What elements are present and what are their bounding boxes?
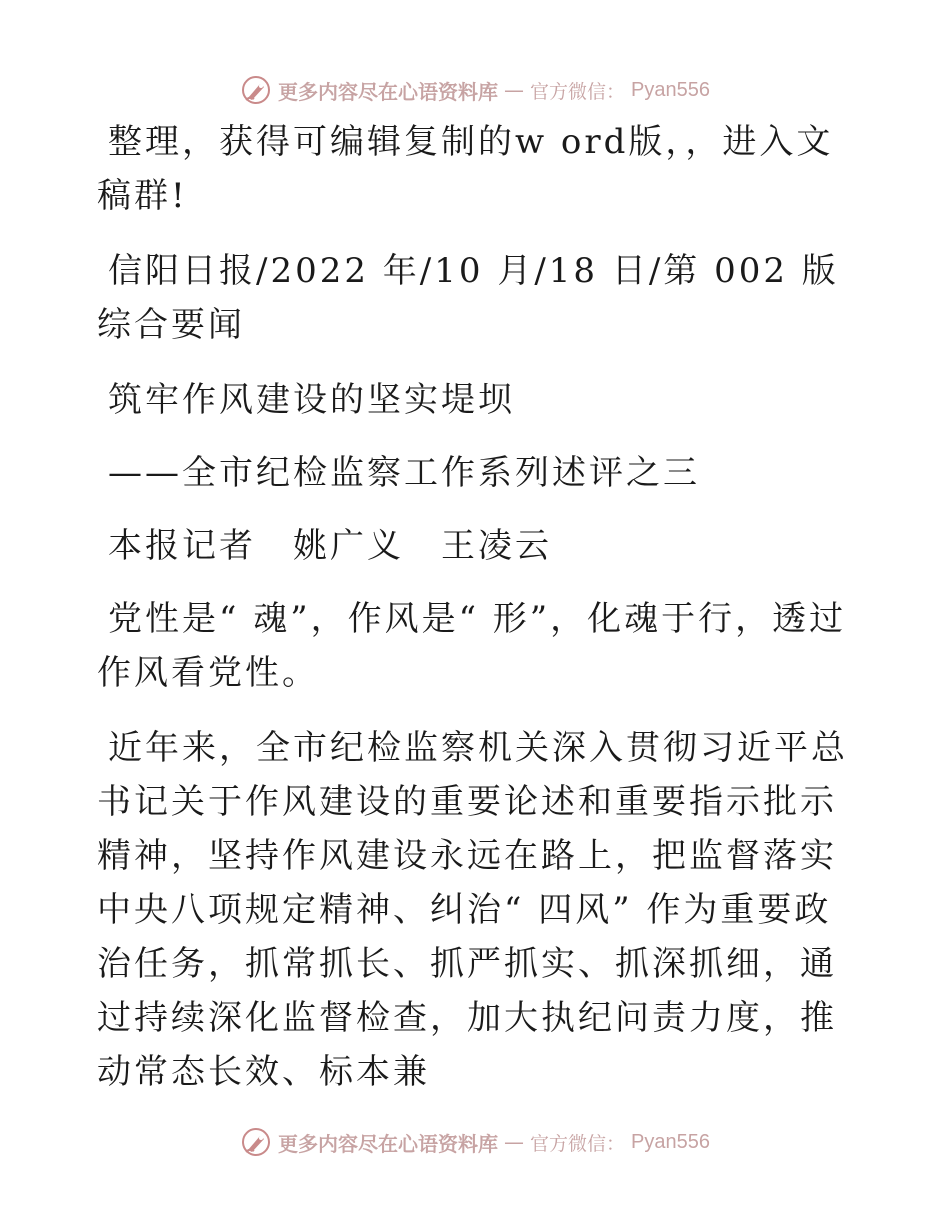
watermark-separator: — — [504, 1130, 524, 1154]
source-line: 信阳日报/2022 年/10 月/18 日/第 002 版综合要闻 — [97, 251, 839, 345]
watermark-label: 官方微信： — [530, 1132, 626, 1155]
intro-paragraph: 整理，获得可编辑复制的w ord版，，进入文稿群! — [97, 122, 834, 216]
document-body — [97, 115, 857, 1120]
footer-watermark — [0, 1122, 950, 1162]
article-title: 筑牢作风建设的坚实堤坝 — [108, 380, 515, 420]
body-paragraph: 近年来，全市纪检监察机关深入贯彻习近平总书记关于作风建设的重要论述和重要指示批示精神，坚持作风建设永远在路上，把监督落实中央八项规定精神、纠治“ 四风” 作为重要政治任务，抓常抓长、抓严抓实、抓深抓细，通过持续深化监督检查，加大执纪问责力度，推动常态长效、标本兼 — [97, 728, 848, 1092]
byline: 本报记者 姚广义 王凌云 — [108, 526, 552, 566]
watermark-text: 更多内容尽在心语资料库 — [278, 79, 498, 104]
watermark-separator: — — [504, 78, 524, 102]
watermark-wechat-id: Pyan556 — [631, 1130, 710, 1153]
watermark-wechat-id: Pyan556 — [631, 78, 710, 101]
pen-nib-logo-icon — [240, 1126, 272, 1158]
header-watermark — [0, 70, 950, 110]
watermark-label: 官方微信： — [530, 80, 626, 103]
article-subtitle: ——全市纪检监察工作系列述评之三 — [108, 453, 700, 493]
pen-nib-logo-icon — [240, 74, 272, 106]
watermark-text: 更多内容尽在心语资料库 — [278, 1131, 498, 1156]
body-paragraph: 党性是“ 魂”，作风是“ 形”，化魂于行，透过作风看党性。 — [97, 599, 847, 693]
